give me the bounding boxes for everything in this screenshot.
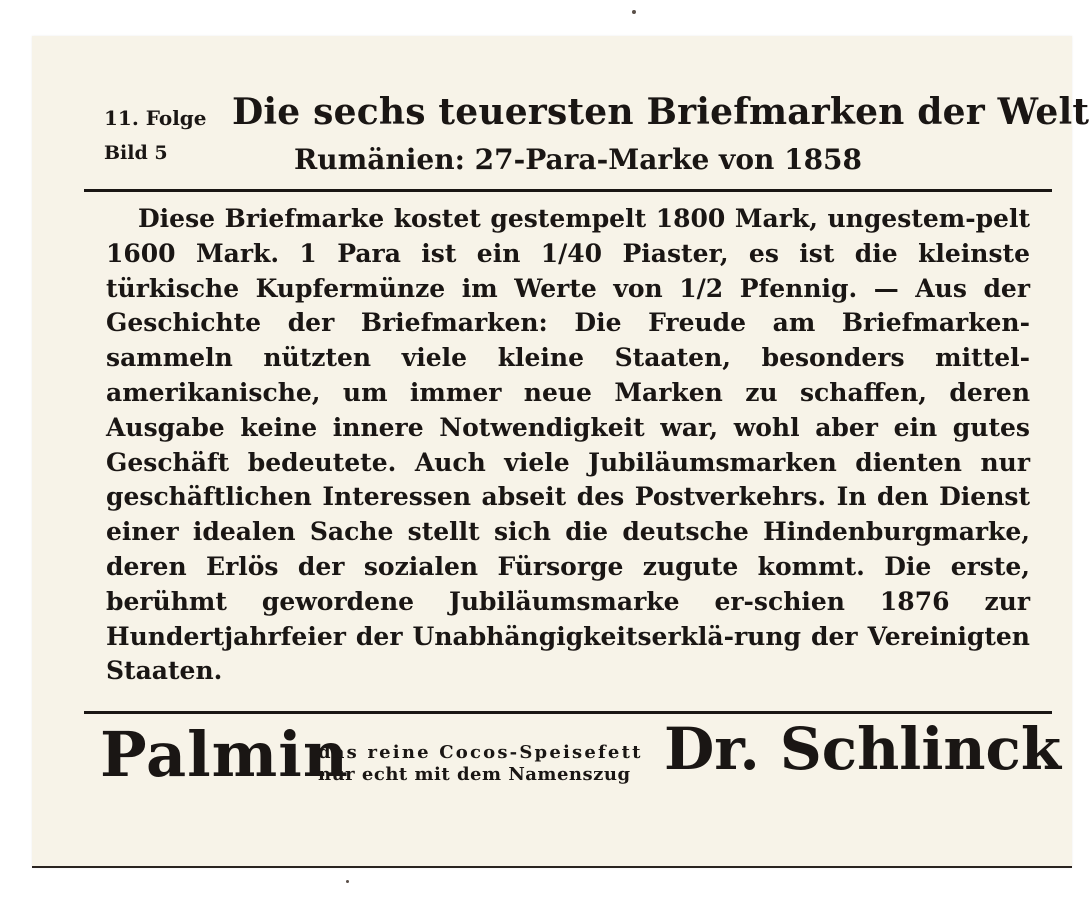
brand-tagline — [318, 742, 643, 786]
image-number: Bild 5 — [104, 142, 168, 164]
body-paragraph: Diese Briefmarke kostet gestempelt 1800 Mark, ungestem-pelt 1600 Mark. 1 Para ist ein 1/40 Piaster, es ist die kleinste türkische Kupfermünze im Werte von 1/2 Pfennig. — Aus der Geschichte der Briefmarken: Die Freude am Briefmarken-sammeln nützten viele kleine Staaten, besonders mittel-amerikanische, um immer neue Marken zu schaffen, deren Ausgabe keine innere Notwendigkeit war, wohl aber ein gutes Geschäft bedeutete. Auch viele Jubiläumsmarken dienten nur geschäftlichen Interessen abseit des Postverkehrs. In den Dienst einer idealen Sache stellt sich die deutsche Hindenburgmarke, deren Erlös der sozialen Fürsorge zugute kommt. Die erste, berühmt gewordene Jubiläumsmarke er-schien 1876 zur Hundertjahrfeier der Unabhängigkeitserklä-rung der Vereinigten Staaten. — [106, 204, 1030, 686]
card-header — [32, 36, 1090, 196]
brand-dr-schlinck: Dr. Schlinck — [664, 715, 1062, 783]
trading-card — [32, 36, 1090, 868]
tagline-line-1: das reine Cocos-Speisefett — [318, 742, 643, 763]
series-number: 11. Folge — [104, 106, 207, 130]
brand-palmin: Palmin — [100, 718, 349, 791]
header-divider — [84, 189, 1052, 192]
advertisement-footer — [32, 715, 1072, 830]
card-subtitle: Rumänien: 27-Para-Marke von 1858 — [294, 143, 863, 176]
dust-speck — [346, 880, 349, 883]
card-title: Die sechs teuersten Briefmarken der Welt — [232, 91, 1090, 133]
tagline-line-2: nur echt mit dem Namenszug — [318, 764, 631, 785]
footer-divider — [84, 711, 1052, 714]
dust-speck — [632, 10, 636, 14]
